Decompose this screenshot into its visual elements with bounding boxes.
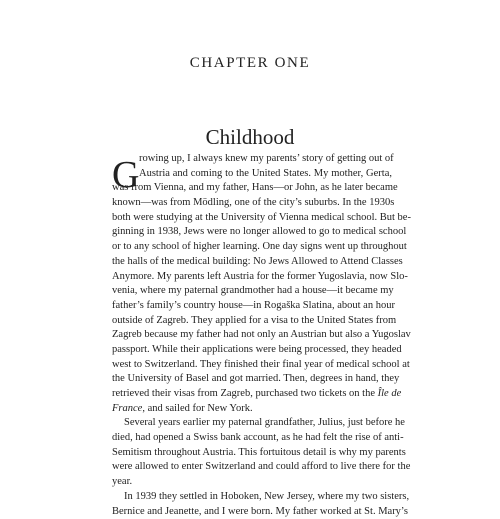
drop-cap: G — [112, 160, 139, 190]
text-line: died, had opened a Swiss bank account, as he had felt the rise of anti- — [112, 431, 392, 446]
text-line: the halls of the medical building: No Jews Allowed to Attend Classes — [112, 255, 392, 270]
text-line: known—was from Mödling, one of the city’s suburbs. In the 1930s — [112, 196, 392, 211]
text-line: venia, where my paternal grandmother had a house—it became my — [112, 284, 392, 299]
body-text — [112, 152, 392, 519]
text-line: In 1939 they settled in Hoboken, New Jersey, where my two sisters, — [112, 490, 392, 505]
text-line-with-italic — [112, 402, 392, 417]
text-line: both were studying at the University of Vienna medical school. But be- — [112, 211, 392, 226]
text-line: passport. While their applications were being processed, they headed — [112, 343, 392, 358]
text-line: rowing up, I always knew my parents’ story of getting out of — [112, 152, 392, 167]
ship-name-italic: Île de — [378, 388, 402, 399]
text-line: Zagreb because my father had not only an Austrian but also a Yugoslav — [112, 328, 392, 343]
text-line: were allowed to enter Switzerland and could afford to live there for the — [112, 460, 392, 475]
chapter-label: CHAPTER ONE — [0, 55, 500, 72]
text-line: year. — [112, 475, 392, 490]
text-line: father’s family’s country house—in Rogaška Slatina, about an hour — [112, 299, 392, 314]
text-line: was from Vienna, and my father, Hans—or John, as he later became — [112, 181, 392, 196]
text-line-part: retrieved their visas from Zagreb, purchased two tickets on the — [112, 388, 378, 399]
chapter-title: Childhood — [0, 125, 500, 150]
text-line: or to any school of higher learning. One day signs went up throughout — [112, 240, 392, 255]
text-line: Austria and coming to the United States. My mother, Gerta, — [112, 167, 392, 182]
text-line: ginning in 1938, Jews were no longer allowed to go to medical school — [112, 225, 392, 240]
text-line: Anymore. My parents left Austria for the former Yugoslavia, now Slo- — [112, 270, 392, 285]
ship-name-italic: France — [112, 403, 142, 414]
text-line: Several years earlier my paternal grandfather, Julius, just before he — [112, 416, 392, 431]
text-line: outside of Zagreb. They applied for a visa to the United States from — [112, 314, 392, 329]
text-line: Semitism throughout Austria. This fortuitous detail is why my parents — [112, 446, 392, 461]
text-line-with-italic — [112, 387, 392, 402]
text-line: west to Switzerland. They finished their final year of medical school at — [112, 358, 392, 373]
text-line: Bernice and Jeanette, and I were born. My father worked at St. Mary’s — [112, 505, 392, 519]
text-line: the University of Basel and got married. Then, degrees in hand, they — [112, 372, 392, 387]
text-line-part: , and sailed for New York. — [142, 403, 252, 414]
